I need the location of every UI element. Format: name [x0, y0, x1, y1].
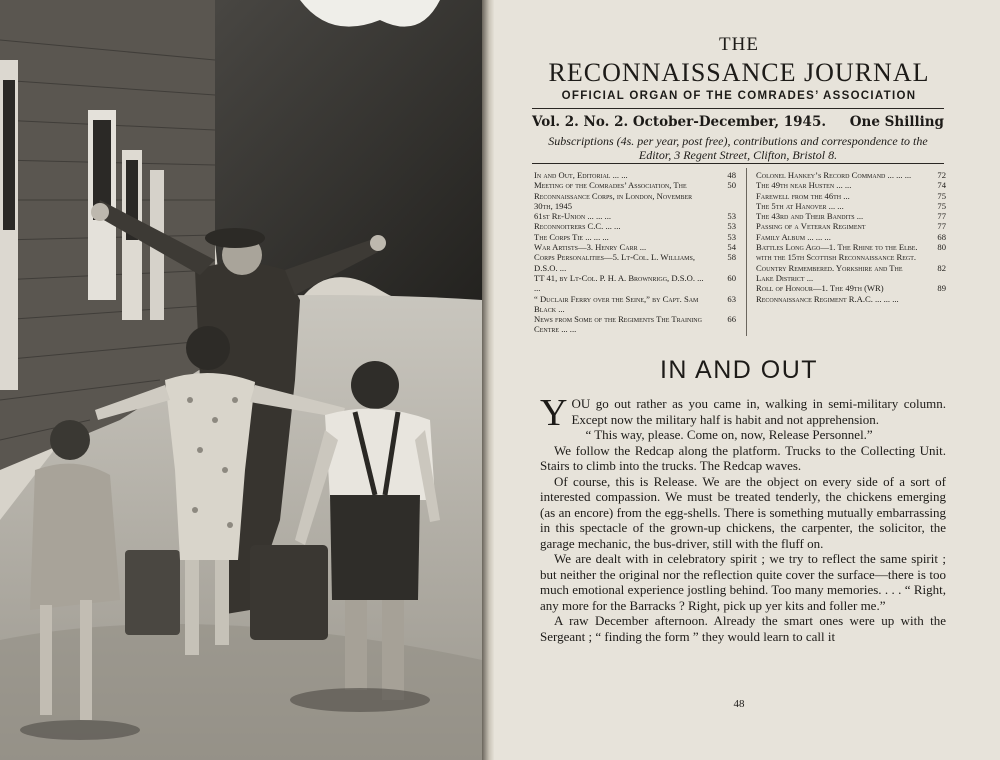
contents-entry: Colonel Hankey’s Record Command ... ... ... 72 — [756, 170, 946, 180]
article-body — [540, 392, 946, 644]
contents-entry: 61st Re-Union ... ... ... 53 — [534, 211, 736, 222]
contents-divider — [746, 168, 747, 336]
issue-line — [532, 114, 944, 130]
contents-entry: Meeting of the Comrades’ Association, The Reconnaissance Corps, in London, November 30th, 1945 50 — [534, 180, 736, 211]
masthead-subtitle: OFFICIAL ORGAN OF THE COMRADES’ ASSOCIATION — [561, 90, 917, 102]
masthead-title: RECONNAISSANCE JOURNAL — [548, 58, 930, 87]
subscription-note: Subscriptions (4s. per year, post free), contributions and correspondence to the Editor, 3 Regent Street, Clifton, Bristol 8. — [548, 134, 928, 162]
contents-entry: Family Album ... ... ... 68 — [756, 231, 946, 242]
contents-entry: The 49th near Husten ... ... 74 — [756, 180, 946, 191]
soldier-homecoming-photo — [0, 0, 482, 760]
article-paragraph: Of course, this is Release. We are the object on every side of a sort of interested compassion. We must be treated tenderly, the chickens emerging (as an encore) from the egg-shells. There is something mutually embarrassing in this spectacle of the grown-up chickens, the carpenter, the solicitor, the garage mechanic, the bus-driver, still with the fluff on. — [540, 473, 946, 551]
contents-entry: Passing of a Veteran Regiment 77 — [756, 221, 946, 232]
issue-details: Vol. 2. No. 2. October-December, 1945. — [532, 114, 827, 130]
contents-entry: The 43rd and Their Bandits ... 77 — [756, 211, 946, 222]
contents-entry: The Corps Tie ... ... ... 53 — [534, 231, 736, 242]
contents-entry: Corps Personalities—5. Lt-Col. L. Williams, D.S.O. ... 58 — [534, 252, 736, 273]
article-paragraph: We follow the Redcap along the platform. Trucks to the Collecting Unit. Stairs to climb into the trucks. The Redcap waves. — [540, 442, 946, 473]
masthead-the: THE — [719, 34, 759, 55]
article-paragraph: YOU go out rather as you came in, walking in semi-military column. Except now the military half is habit and not apprehension. — [540, 392, 946, 434]
contents-column-right — [756, 170, 946, 304]
contents-entry: Country Remembered. Yorkshire and The Lake District ... 82 — [756, 262, 946, 283]
article-paragraph: We are dealt with in celebratory spirit ; we try to reflect the same spirit ; but neither the original nor the reflection quite cover the surface—there is too much emotional experience jostling behind. Too many memories. . . . “ Right, any more for the Barracks ? Right, pick up yer kits and foller me.” — [540, 551, 946, 613]
contents-entry: Roll of Honour—1. The 49th (WR) Reconnaissance Regiment R.A.C. ... ... ... 89 — [756, 283, 946, 304]
masthead-rule-bottom — [532, 163, 944, 164]
contents-entry: “ Duclair Ferry over the Seine,” by Capt. Sam Black ... 63 — [534, 293, 736, 314]
contents-entry: In and Out, Editorial ... ... 48 — [534, 170, 736, 180]
masthead-rule-top — [532, 108, 944, 109]
contents-entry: News from Some of the Regiments The Training Centre ... ... 66 — [534, 314, 736, 335]
page-number: 48 — [733, 698, 745, 710]
contents-entry: Battles Long Ago—1. The Rhine to the Elbe. with the 15th Scottish Reconnaissance Regt. 80 — [756, 242, 946, 263]
contents-entry: War Artists—3. Henry Carr ... 54 — [534, 242, 736, 253]
issue-price: One Shilling — [849, 114, 944, 130]
contents-entry: The 5th at Hanover ... ... 75 — [756, 200, 946, 211]
article-paragraph: “ This way, please. Come on, now, Release Personnel.” — [585, 427, 873, 442]
text-page — [494, 0, 1000, 760]
contents-column-left — [534, 170, 736, 335]
article-headline: IN AND OUT — [659, 356, 819, 384]
contents-entry: Reconnoitrers C.C. ... ... 53 — [534, 221, 736, 232]
binding-gutter — [482, 0, 494, 760]
contents-entry: Farewell from the 46th ... 75 — [756, 190, 946, 201]
drop-cap: Y — [540, 392, 568, 434]
photo-page — [0, 0, 482, 760]
contents-entry: TT 41, by Lt-Col. P. H. A. Brownrigg, D.S.O. ... ... 60 — [534, 272, 736, 294]
article-paragraph: A raw December afternoon. Already the smart ones were up with the Sergeant ; “ finding the form ” they would learn to call it — [540, 613, 946, 644]
